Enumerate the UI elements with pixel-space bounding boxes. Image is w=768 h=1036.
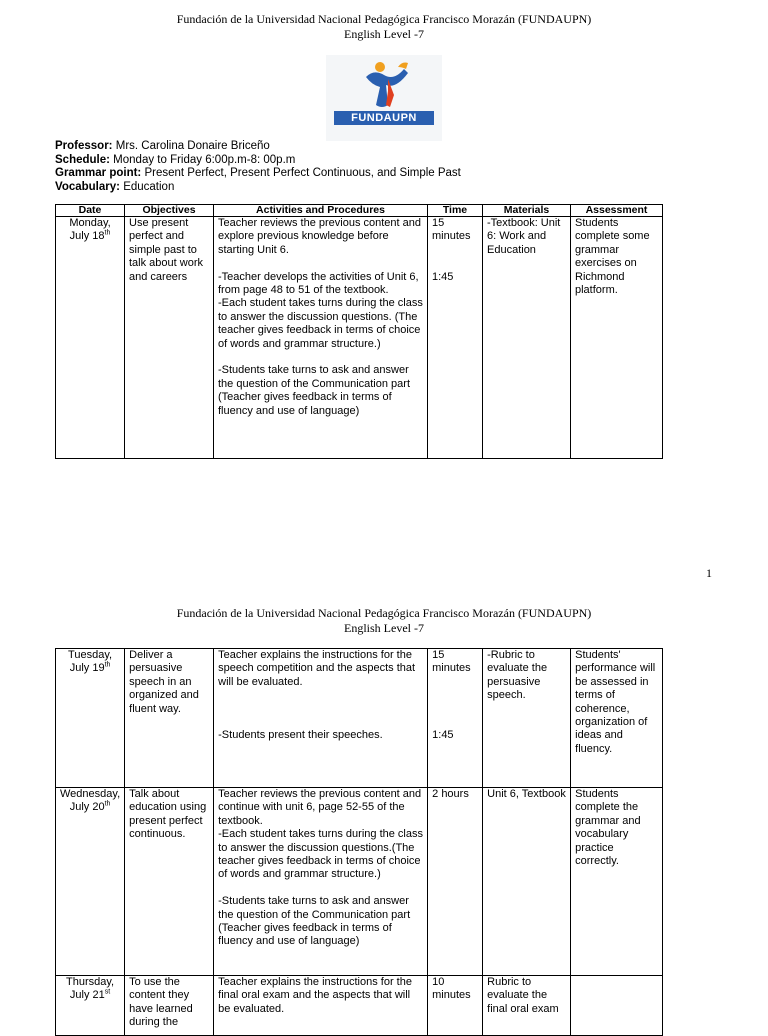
fundaupn-logo	[326, 55, 442, 141]
page-header	[0, 606, 768, 636]
activity-paragraph: -Each student takes turns during the class to answer the discussion questions. (The teacher gives feedback in terms of choice of words and grammar structure.)	[218, 297, 423, 350]
assessment-cell	[571, 976, 663, 1036]
logo-figure-icon	[326, 55, 442, 115]
time-cell: 2 hours	[428, 788, 483, 976]
activity-paragraph: Teacher reviews the previous content and explore previous knowledge before starting Unit 6.	[218, 217, 422, 256]
objectives-cell: Deliver a persuasive speech in an organized and fluent way.	[125, 649, 214, 788]
table-header-row	[56, 205, 663, 217]
vocabulary-value: Education	[123, 180, 175, 193]
table-row	[56, 649, 663, 788]
professor-label: Professor:	[55, 140, 113, 152]
activity-paragraph: -Each student takes turns during the class to answer the discussion questions.(The teacher gives feedback in terms of choice of words and grammar structure.)	[218, 828, 423, 881]
lesson-plan-table-page1	[55, 204, 663, 459]
time-cell: 15 minutes 1:45	[428, 217, 483, 459]
schedule-label: Schedule:	[55, 153, 110, 166]
professor-value: Mrs. Carolina Donaire Briceño	[115, 140, 270, 152]
activities-cell	[214, 649, 428, 788]
institution-title: Fundación de la Universidad Nacional Pedagógica Francisco Morazán (FUNDAUPN)	[176, 12, 592, 26]
vocabulary-label: Vocabulary:	[55, 180, 120, 193]
course-info	[55, 140, 461, 194]
schedule-value: Monday to Friday 6:00p.m-8: 00p.m	[113, 153, 296, 166]
institution-title: Fundación de la Universidad Nacional Pedagógica Francisco Morazán (FUNDAUPN)	[176, 606, 592, 620]
date-cell: Thursday, July 21st	[56, 976, 125, 1036]
activities-cell	[214, 217, 428, 459]
lesson-plan-table-page2	[55, 648, 663, 1036]
activity-paragraph: -Students present their speeches.	[218, 729, 383, 742]
grammar-line	[55, 167, 461, 181]
course-level: English Level -7	[344, 27, 424, 41]
materials-cell: Unit 6, Textbook	[483, 788, 571, 976]
activities-cell	[214, 976, 428, 1036]
vocabulary-line	[55, 181, 461, 195]
table-row	[56, 788, 663, 976]
header-assessment: Assessment	[571, 205, 663, 217]
page-header	[0, 12, 768, 42]
objectives-cell: To use the content they have learned during the	[125, 976, 214, 1036]
activity-paragraph: Teacher explains the instructions for the final oral exam and the aspects that will be evaluated.	[218, 976, 412, 1015]
materials-cell: -Rubric to evaluate the persuasive speech.	[483, 649, 571, 788]
time-cell: 10 minutes	[428, 976, 483, 1036]
activity-paragraph: -Students take turns to ask and answer the question of the Communication part (Teacher gives feedback in terms of fluency and use of language)	[218, 895, 411, 948]
table-row	[56, 976, 663, 1036]
professor-line	[55, 140, 461, 154]
header-objectives: Objectives	[125, 205, 214, 217]
header-activities: Activities and Procedures	[214, 205, 428, 217]
materials-cell: Rubric to evaluate the final oral exam	[483, 976, 571, 1036]
objectives-cell: Talk about education using present perfect continuous.	[125, 788, 214, 976]
course-level: English Level -7	[344, 621, 424, 635]
date-cell: Tuesday, July 19th	[56, 649, 125, 788]
activity-paragraph: Teacher explains the instructions for the speech competition and the aspects that will be evaluated.	[218, 649, 416, 688]
activity-paragraph: Teacher reviews the previous content and continue with unit 6, page 52-55 of the textbook.	[218, 788, 422, 827]
table-row	[56, 217, 663, 459]
grammar-value: Present Perfect, Present Perfect Continuous, and Simple Past	[144, 167, 461, 179]
logo-wordmark: FUNDAUPN	[334, 111, 434, 125]
schedule-line	[55, 154, 461, 168]
assessment-cell: Students complete some grammar exercises on Richmond platform.	[571, 217, 663, 459]
header-materials: Materials	[483, 205, 571, 217]
assessment-cell: Students complete the grammar and vocabulary practice correctly.	[571, 788, 663, 976]
activities-cell	[214, 788, 428, 976]
header-date: Date	[56, 205, 125, 217]
page-number: 1	[706, 566, 712, 580]
activity-paragraph: -Students take turns to ask and answer the question of the Communication part (Teacher gives feedback in terms of fluency and use of language)	[218, 364, 411, 417]
time-cell: 15 minutes 1:45	[428, 649, 483, 788]
date-cell: Monday, July 18th	[56, 217, 125, 459]
assessment-cell: Students' performance will be assessed in terms of coherence, organization of ideas and fluency.	[571, 649, 663, 788]
header-time: Time	[428, 205, 483, 217]
materials-cell: -Textbook: Unit 6: Work and Education	[483, 217, 571, 459]
activity-paragraph: -Teacher develops the activities of Unit 6, from page 48 to 51 of the textbook.	[218, 270, 419, 297]
grammar-label: Grammar point:	[55, 167, 142, 179]
date-cell: Wednesday, July 20th	[56, 788, 125, 976]
objectives-cell: Use present perfect and simple past to talk about work and careers	[125, 217, 214, 459]
